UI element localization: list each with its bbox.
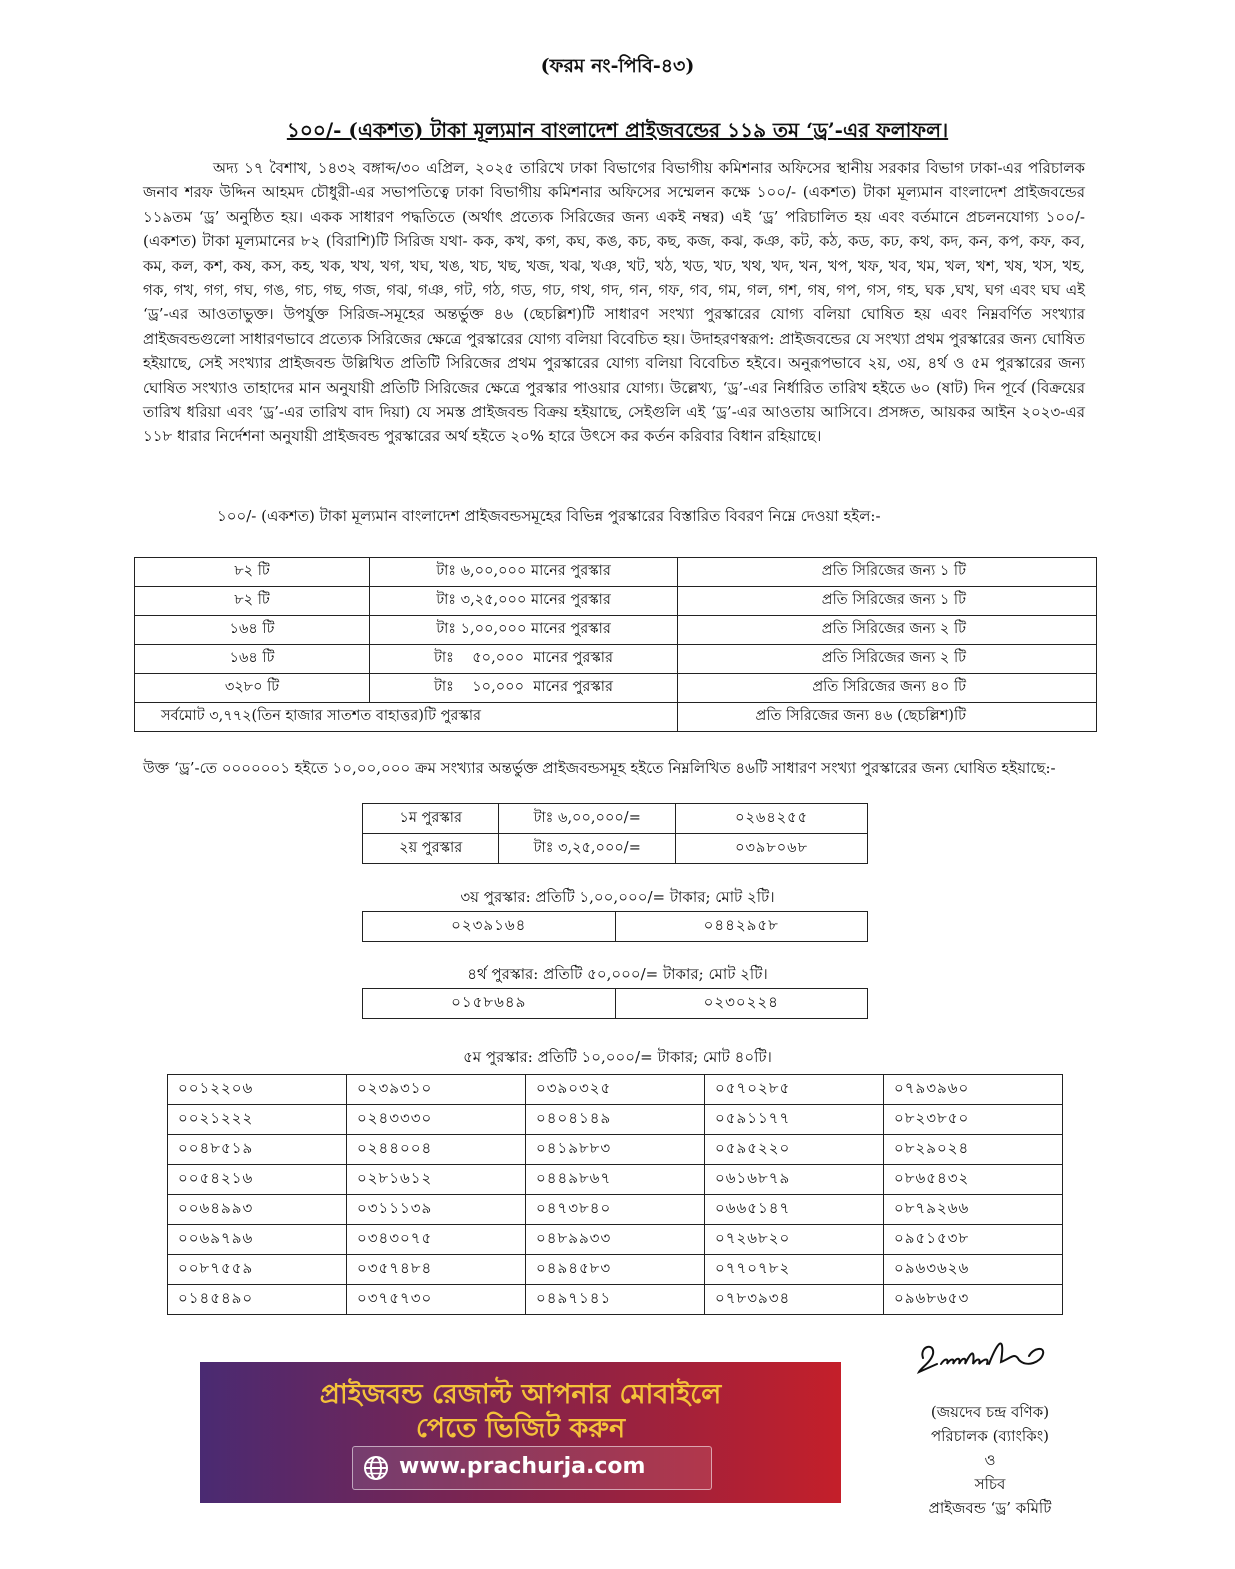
per-series-cell: প্রতি সিরিজের জন্য ১ টি — [678, 587, 1097, 616]
prize-label-cell: ২য় পুরস্কার — [363, 834, 499, 864]
table-row — [168, 1105, 1063, 1135]
prize-value-cell: টাঃ ১০,০০০ মানের পুরস্কার — [370, 674, 678, 703]
signatory-designation: পরিচালক (ব্যাংকিং) — [930, 1427, 1050, 1445]
prize-number-cell: ০৫৯১১৭৭ — [705, 1105, 884, 1135]
promo-banner[interactable] — [200, 1362, 841, 1503]
table-row — [135, 645, 1097, 674]
banner-line-1: প্রাইজবন্ড রেজাল্ট আপনার মোবাইলে — [319, 1379, 722, 1410]
page-title: ১০০/- (একশত) টাকা মূল্যমান বাংলাদেশ প্রাইজবন্ডের ১১৯ তম ‘ড্র’-এর ফলাফল। — [286, 118, 949, 142]
table-row — [363, 804, 868, 834]
handwritten-signature — [915, 1328, 1050, 1378]
table-row — [168, 1285, 1063, 1315]
prize-number-cell: ০৪৪৯৮৬৭ — [526, 1165, 705, 1195]
prize-number-cell: ০৩৪৩০৭৫ — [347, 1225, 526, 1255]
table-row — [363, 912, 868, 942]
table-row — [168, 1075, 1063, 1105]
prize-number-cell: ০৪১৯৮৮৩ — [526, 1135, 705, 1165]
prize-detail-intro: ১০০/- (একশত) টাকা মূল্যমান বাংলাদেশ প্রাইজবন্ডসমূহের বিভিন্ন পুরস্কারের বিস্তারিত বিবরণ নিম্নে দেওয়া হইল:- — [217, 507, 881, 525]
per-series-cell: প্রতি সিরিজের জন্য ১ টি — [678, 558, 1097, 587]
table-row — [168, 1135, 1063, 1165]
prize-value-cell: টাঃ ৫০,০০০ মানের পুরস্কার — [370, 645, 678, 674]
fifth-prize-table — [167, 1074, 1063, 1315]
total-prizes-cell: সর্বমোট ৩,৭৭২(তিন হাজার সাতশত বাহাত্তর)টি পুরস্কার — [135, 703, 678, 732]
prize-number-cell: ০৪৮৯৯৩৩ — [526, 1225, 705, 1255]
prize-number-cell: ০৫৭০২৮৫ — [705, 1075, 884, 1105]
prize-number-cell: ০২৩৯১৬৪ — [363, 912, 616, 942]
prize-number-cell: ০২৪৩৩৩০ — [347, 1105, 526, 1135]
table-row — [363, 989, 868, 1019]
per-series-cell: প্রতি সিরিজের জন্য ২ টি — [678, 616, 1097, 645]
prize-number-cell: ০২৩০২২৪ — [615, 989, 868, 1019]
table-row-total — [135, 703, 1097, 732]
table-row — [168, 1165, 1063, 1195]
prize-number-cell: ০২৬৪২৫৫ — [676, 804, 868, 834]
banner-text — [200, 1378, 841, 1446]
table-row — [363, 834, 868, 864]
prize-number-cell: ০৭৭০৭৮২ — [705, 1255, 884, 1285]
prize-number-cell: ০০৬৪৯৯৩ — [168, 1195, 347, 1225]
prize-number-cell: ০৫৯৫২২০ — [705, 1135, 884, 1165]
table-row — [135, 558, 1097, 587]
prize-number-cell: ০৩৯৮০৬৮ — [676, 834, 868, 864]
prize-number-cell: ০৪০৪১৪৯ — [526, 1105, 705, 1135]
declared-numbers-paragraph: উক্ত ‘ড্র’-তে ০০০০০০১ হইতে ১০,০০,০০০ ক্রম সংখ্যার অন্তর্ভুক্ত প্রাইজবন্ডসমূহ হইতে নিম্নলিখিত ৪৬টি সাধারণ সংখ্যা পুরস্কারের জন্য ঘোষিত হইয়াছে:- — [143, 759, 1056, 777]
form-number: (ফরম নং-পিবি-৪৩) — [540, 55, 695, 77]
table-row — [168, 1255, 1063, 1285]
prize-number-cell: ০৪৭৩৮৪০ — [526, 1195, 705, 1225]
prize-number-cell: ০৩১১১৩৯ — [347, 1195, 526, 1225]
prize-number-cell: ০১৪৫৪৯০ — [168, 1285, 347, 1315]
per-series-cell: প্রতি সিরিজের জন্য ৪০ টি — [678, 674, 1097, 703]
prize-number-cell: ০০২১২২২ — [168, 1105, 347, 1135]
prize-number-cell: ০৮২৩৮৫০ — [884, 1105, 1063, 1135]
table-row — [135, 587, 1097, 616]
prize-number-cell: ০৭২৬৮২০ — [705, 1225, 884, 1255]
prize-number-cell: ০০৪৮৫১৯ — [168, 1135, 347, 1165]
signatory-committee: প্রাইজবন্ড ‘ড্র’ কমিটি — [928, 1499, 1052, 1517]
globe-icon — [363, 1455, 389, 1481]
prize-count-cell: ৮২ টি — [135, 558, 370, 587]
prize-number-cell: ০৬১৬৮৭৯ — [705, 1165, 884, 1195]
fourth-prize-table — [362, 988, 868, 1019]
total-per-series-cell: প্রতি সিরিজের জন্য ৪৬ (ছেচল্লিশ)টি — [678, 703, 1097, 732]
prize-value-cell: টাঃ ১,০০,০০০ মানের পুরস্কার — [370, 616, 678, 645]
per-series-cell: প্রতি সিরিজের জন্য ২ টি — [678, 645, 1097, 674]
prize-number-cell: ০০১২২০৬ — [168, 1075, 347, 1105]
prize-number-cell: ০৩৯০৩২৫ — [526, 1075, 705, 1105]
prize-value-cell: টাঃ ৩,২৫,০০০ মানের পুরস্কার — [370, 587, 678, 616]
banner-line-2: পেতে ভিজিট করুন — [415, 1413, 626, 1444]
signatory-name: (জয়দেব চন্দ্র বণিক) — [930, 1403, 1050, 1421]
prize-value-cell: টাঃ ৬,০০,০০০ মানের পুরস্কার — [370, 558, 678, 587]
fifth-prize-caption: ৫ম পুরস্কার: প্রতিটি ১০,০০০/= টাকার; মোট ৪০টি। — [463, 1048, 772, 1066]
prize-number-cell: ০৯৫১৫৩৮ — [884, 1225, 1063, 1255]
prize-number-cell: ০০৫৪২১৬ — [168, 1165, 347, 1195]
prize-number-cell: ০৬৬৫১৪৭ — [705, 1195, 884, 1225]
table-row — [135, 674, 1097, 703]
table-row — [168, 1225, 1063, 1255]
prize-number-cell: ০৭৯৩৯৬০ — [884, 1075, 1063, 1105]
table-row — [135, 616, 1097, 645]
prize-number-cell: ০২৪৪০০৪ — [347, 1135, 526, 1165]
prize-number-cell: ০১৫৮৬৪৯ — [363, 989, 616, 1019]
fourth-prize-caption: ৪র্থ পুরস্কার: প্রতিটি ৫০,০০০/= টাকার; মোট ২টি। — [467, 965, 768, 983]
third-prize-caption: ৩য় পুরস্কার: প্রতিটি ১,০০,০০০/= টাকার; মোট ২টি। — [460, 888, 775, 906]
prize-number-cell: ০৮২৯০২৪ — [884, 1135, 1063, 1165]
prize-number-cell: ০৮৬৫৪৩২ — [884, 1165, 1063, 1195]
signatory-block — [900, 1400, 1080, 1520]
signatory-secretary: সচিব — [974, 1475, 1006, 1493]
prize-count-cell: ১৬৪ টি — [135, 616, 370, 645]
prize-number-cell: ০৩৭৫৭৩০ — [347, 1285, 526, 1315]
banner-url: www.prachurja.com — [399, 1454, 646, 1479]
prize-number-cell: ০২৮১৬১২ — [347, 1165, 526, 1195]
prize-number-cell: ০৪৪২৯৫৮ — [615, 912, 868, 942]
prize-amount-cell: টাঃ ৬,০০,০০০/= — [499, 804, 676, 834]
table-row — [168, 1195, 1063, 1225]
signatory-conjunction: ও — [984, 1451, 996, 1469]
prize-count-cell: ৩২৮০ টি — [135, 674, 370, 703]
banner-url-link[interactable] — [352, 1446, 712, 1490]
prize-number-cell: ০৭৮৩৯৩৪ — [705, 1285, 884, 1315]
prize-count-cell: ৮২ টি — [135, 587, 370, 616]
third-prize-table — [362, 911, 868, 942]
prize-number-cell: ০২৩৯৩১০ — [347, 1075, 526, 1105]
prize-number-cell: ০০৬৯৭৯৬ — [168, 1225, 347, 1255]
prize-number-cell: ০০৮৭৫৫৯ — [168, 1255, 347, 1285]
prize-number-cell: ০৪৯৪৫৮৩ — [526, 1255, 705, 1285]
prize-label-cell: ১ম পুরস্কার — [363, 804, 499, 834]
prize-number-cell: ০৪৯৭১৪১ — [526, 1285, 705, 1315]
prize-number-cell: ০৮৭৯২৬৬ — [884, 1195, 1063, 1225]
top-prizes-table — [362, 803, 868, 864]
draw-description-paragraph: অদ্য ১৭ বৈশাখ, ১৪৩২ বঙ্গাব্দ/৩০ এপ্রিল, ২০২৫ তারিখে ঢাকা বিভাগের বিভাগীয় কমিশনার অফিসের স্থানীয় সরকার বিভাগ ঢাকা-এর পরিচালক জনাব শরফ উদ্দিন আহমদ চৌধুরী-এর সভাপতিত্বে ঢাকা বিভাগীয় কমিশনার অফিসের সম্মেলন কক্ষে ১০০/- (একশত) টাকা মূল্যমান বাংলাদেশ প্রাইজবন্ডের ১১৯তম ‘ড্র’ অনুষ্ঠিত হয়। একক সাধারণ পদ্ধতিতে (অর্থাৎ প্রত্যেক সিরিজের জন্য একই নম্বর) এই ‘ড্র’ পরিচালিত হয় এবং বর্তমানে প্রচলনযোগ্য ১০০/- (একশত) টাকা মূল্যমানের ৮২ (বিরাশি)টি সিরিজ যথা- কক, কখ, কগ, কঘ, কঙ, কচ, কছ, কজ, কঝ, কঞ, কট, কঠ, কড, কঢ, কথ, কদ, কন, কপ, কফ, কব, কম, কল, কশ, কষ, কস, কহ, খক, খখ, খগ, খঘ, খঙ, খচ, খছ, খজ, খঝ, খঞ, খট, খঠ, খড, খঢ, খথ, খদ, খন, খপ, খফ, খব, খম, খল, খশ, খষ, খস, খহ, গক, গখ, গগ, গঘ, গঙ, গচ, গছ, গজ, গঝ, গঞ, গট, গঠ, গড, গঢ, গথ, গদ, গন, গফ, গব, গম, গল, গশ, গষ, গপ, গস, গহ, ঘক ,ঘখ, ঘগ এবং ঘঘ এই ‘ড্র’-এর আওতাভুক্ত। উপর্যুক্ত সিরিজ-সমূহের অন্তর্ভুক্ত ৪৬ (ছেচল্লিশ)টি সাধারণ সংখ্যা পুরস্কারের যোগ্য বলিয়া ঘোষিত হয় এবং নিম্নবর্ণিত সংখ্যার প্রাইজবন্ডগুলো সাধারণভাবে প্রত্যেক সিরিজের ক্ষেত্রে পুরস্কারের যোগ্য বলিয়া বিবেচিত হয়। উদাহরণস্বরূপ: প্রাইজবন্ডের যে সংখ্যা প্রথম পুরস্কারের জন্য ঘোষিত হইয়াছে, সেই সংখ্যার প্রাইজবন্ড উল্লিখিত প্রতিটি সিরিজের প্রথম পুরস্কারের যোগ্য বলিয়া বিবেচিত হইবে। অনুরূপভাবে ২য়, ৩য়, ৪র্থ ও ৫ম পুরস্কারের জন্য ঘোষিত সংখ্যাও তাহাদের মান অনুযায়ী প্রতিটি সিরিজের ক্ষেত্রে পুরস্কার পাওয়ার যোগ্য। উল্লেখ্য, ‘ড্র’-এর নির্ধারিত তারিখ হইতে ৬০ (ষাট) দিন পূর্বে (বিক্রয়ের তারিখ ধরিয়া এবং ‘ড্র’-এর তারিখ বাদ দিয়া) যে সমস্ত প্রাইজবন্ড বিক্রয় হইয়াছে, সেইগুলি এই ‘ড্র’-এর আওতায় আসিবে। প্রসঙ্গত, আয়কর আইন ২০২৩-এর ১১৮ ধারার নির্দেশনা অনুযায়ী প্রাইজবন্ড পুরস্কারের অর্থ হইতে ২০% হারে উৎসে কর কর্তন করিবার বিধান রহিয়াছে। — [143, 159, 1085, 446]
prize-number-cell: ০৯৬৩৬২৬ — [884, 1255, 1063, 1285]
prize-number-cell: ০৩৫৭৪৮৪ — [347, 1255, 526, 1285]
prize-amount-cell: টাঃ ৩,২৫,০০০/= — [499, 834, 676, 864]
prize-count-cell: ১৬৪ টি — [135, 645, 370, 674]
prize-summary-table — [134, 557, 1097, 732]
prize-number-cell: ০৯৬৮৬৫৩ — [884, 1285, 1063, 1315]
